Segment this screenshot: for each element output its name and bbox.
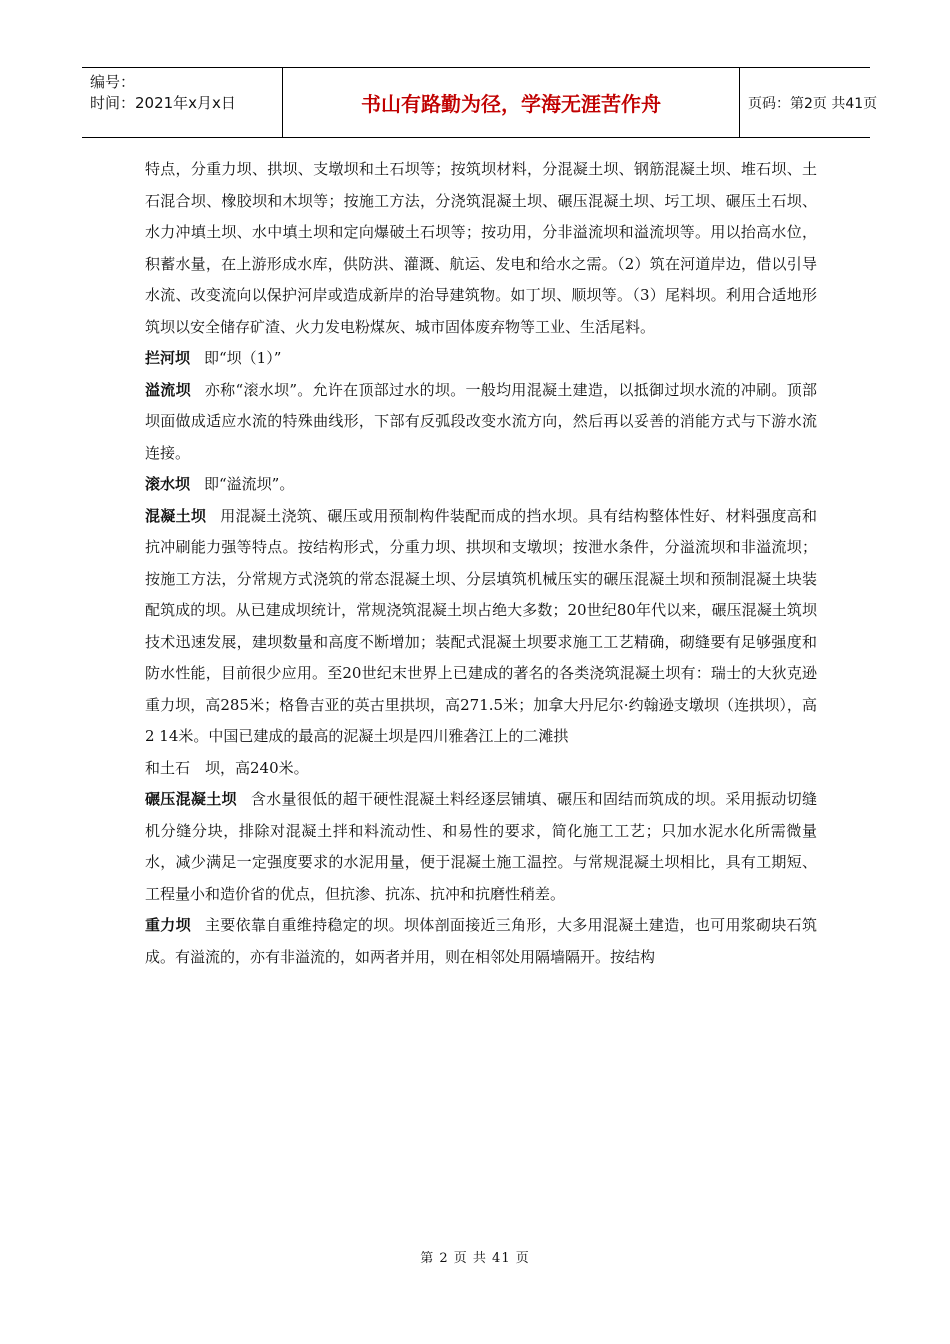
entry-text: 即“溢流坝”。	[204, 475, 295, 493]
paragraph	[145, 469, 817, 501]
entry-term: 混凝土坝	[145, 506, 207, 525]
entry-term: 重力坝	[145, 916, 191, 934]
header-meta	[82, 68, 282, 137]
paragraph	[145, 910, 817, 973]
page-footer: 第 2 页 共 41 页	[420, 1251, 530, 1266]
paragraph	[145, 343, 817, 375]
entry-term: 滚水坝	[145, 475, 191, 493]
entry-text: 和土石 坝，高240米。	[145, 758, 309, 777]
entry-text: 含水量很低的超干硬性混凝土料经逐层铺填、碾压和固结而筑成的坝。采用振动切缝机分缝分块，排除对混凝土拌和料流动性、和易性的要求，简化施工工艺；只加水泥水化所需微量水，减少满足一定强度要求的水泥用量，便于混凝土施工温控。与常规混凝土坝相比，具有工期短、工程量小和造价省的优点，但抗渗、抗冻、抗冲和抗磨性稍差。	[145, 790, 817, 903]
document-body	[145, 154, 817, 973]
entry-text: 主要依靠自重维持稳定的坝。坝体剖面接近三角形，大多用混凝土建造，也可用浆砌块石筑成。有溢流的，亦有非溢流的，如两者并用，则在相邻处用隔墙隔开。按结构	[145, 916, 817, 966]
entry-term: 溢流坝	[145, 380, 191, 399]
paragraph	[145, 154, 817, 343]
entry-text: 用混凝土浇筑、碾压或用预制构件装配而成的挡水坝。具有结构整体性好、材料强度高和抗冲刷能力强等特点。按结构形式，分重力坝、拱坝和支墩坝；按泄水条件，分溢流坝和非溢流坝；按施工方法，分常规方式浇筑的常态混凝土坝、分层填筑机械压实的碾压混凝土坝和预制混凝土块装配筑成的坝。从已建成坝统计，常规浇筑混凝土坝占绝大多数；20世纪80年代以来，碾压混凝土筑坝技术迅速发展，建坝数量和高度不断增加；装配式混凝土坝要求施工工艺精确，砌缝要有足够强度和防水性能，目前很少应用。至20世纪末世界上已建成的著名的各类浇筑混凝土坝有：瑞士的大狄克逊重力坝，高285米；格鲁吉亚的英古里拱坝，高271.5米；加拿大丹尼尔·约翰逊支墩坝（连拱坝），高2 14米。中国已建成的最高的泥凝土坝是四川雅砻江上的二滩拱	[145, 506, 817, 745]
document-date: 时间：2021年x月x日	[90, 94, 236, 112]
entry-text: 亦称“滚水坝”。允许在顶部过水的坝。一般均用混凝土建造，以抵御过坝水流的冲刷。顶部坝面做成适应水流的特殊曲线形，下部有反弧段改变水流方向，然后再以妥善的消能方式与下游水流连接。	[145, 380, 817, 462]
entry-text: 特点，分重力坝、拱坝、支墩坝和土石坝等；按筑坝材料，分混凝土坝、钢筋混凝土坝、堆石坝、土石混合坝、橡胶坝和木坝等；按施工方法，分浇筑混凝土坝、碾压混凝土坝、圬工坝、碾压土石坝、水力冲填土坝、水中填土坝和定向爆破土石坝等；按功用，分非溢流坝和溢流坝等。用以抬高水位，积蓄水量，在上游形成水库，供防洪、灌溉、航运、发电和给水之需。（2）筑在河道岸边，借以引导水流、改变流向以保护河岸或造成新岸的治导建筑物。如丁坝、顺坝等。（3）尾料坝。利用合适地形筑坝以安全储存矿渣、火力发电粉煤灰、城市固体废弃物等工业、生活尾料。	[145, 160, 817, 336]
paragraph	[145, 501, 817, 753]
paragraph	[145, 753, 817, 785]
header-motto: 书山有路勤为径，学海无涯苦作舟	[282, 68, 740, 137]
entry-term: 拦河坝	[145, 349, 191, 367]
document-number-label: 编号：	[90, 73, 136, 91]
entry-term: 碾压混凝土坝	[145, 790, 237, 808]
header-page-number: 页码：第2页 共41页	[748, 95, 878, 112]
paragraph	[145, 784, 817, 910]
entry-text: 即“坝（1）”	[204, 349, 282, 367]
paragraph	[145, 375, 817, 470]
page-header	[82, 67, 878, 138]
